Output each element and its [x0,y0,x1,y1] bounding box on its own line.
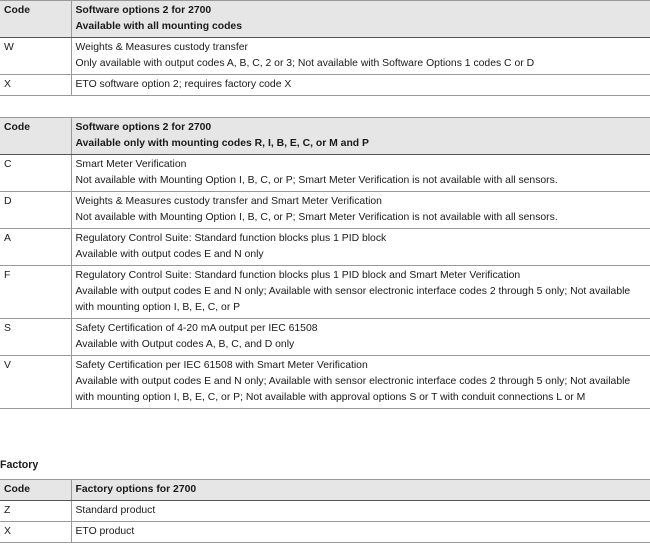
option-name: Weights & Measures custody transfer [75,42,248,53]
table-row [0,38,650,75]
table-subtitle: Available with all mounting codes [75,21,242,32]
option-description [71,38,650,75]
option-restriction: Available with output codes E and N only; Available with sensor electronic interface codes 2 through 5 only; Not available with mounting option I, B, E, C, or P; Not available with approval options S or T with conduit connections L or M [75,376,631,403]
factory-section-title: Factory [0,459,39,471]
option-description [71,356,650,409]
table-header-row [0,1,650,38]
option-description [71,522,650,543]
table-row [0,501,650,522]
option-name: ETO product [75,526,135,537]
option-code: S [0,319,71,356]
option-restriction: Available with output codes E and N only [75,249,264,260]
option-name: ETO software option 2; requires factory code X [75,79,292,90]
option-description [71,229,650,266]
table-row [0,319,650,356]
option-restriction: Not available with Mounting Option I, B, C, or P; Smart Meter Verification is not available with all sensors. [75,175,558,186]
option-code: X [0,522,71,543]
table-row [0,192,650,229]
option-description [71,319,650,356]
table-subtitle: Available only with mounting codes R, I, B, E, C, or M and P [75,138,369,149]
factory-options-table [0,479,650,543]
option-name: Regulatory Control Suite: Standard function blocks plus 1 PID block and Smart Meter Verification [75,270,521,281]
option-code: A [0,229,71,266]
option-name: Standard product [75,505,156,516]
option-name: Safety Certification per IEC 61508 with Smart Meter Verification [75,360,368,371]
option-code: V [0,356,71,409]
option-code: W [0,38,71,75]
table-title: Software options 2 for 2700 [75,5,212,16]
table-header-row [0,480,650,501]
option-description [71,155,650,192]
description-column-header [71,1,650,38]
option-restriction: Not available with Mounting Option I, B, C, or P; Smart Meter Verification is not available with all sensors. [75,212,558,223]
code-column-header: Code [0,480,71,501]
code-column-header: Code [0,118,71,155]
code-column-header: Code [0,1,71,38]
table-row [0,155,650,192]
option-description [71,75,650,96]
software-options-2-all-mounting-table [0,0,650,96]
option-code: D [0,192,71,229]
option-name: Regulatory Control Suite: Standard function blocks plus 1 PID block [75,233,387,244]
table-row [0,75,650,96]
option-code: X [0,75,71,96]
option-name: Safety Certification of 4-20 mA output per IEC 61508 [75,323,318,334]
option-description [71,266,650,319]
table-title: Factory options for 2700 [71,480,650,501]
option-restriction: Available with output codes E and N only; Available with sensor electronic interface codes 2 through 5 only; Not available with mounting option I, B, E, C, or P [75,286,631,313]
option-name: Smart Meter Verification [75,159,187,170]
option-code: Z [0,501,71,522]
table-row [0,266,650,319]
table-row [0,229,650,266]
software-options-2-restricted-mounting-table [0,117,650,409]
table-row [0,356,650,409]
option-name: Weights & Measures custody transfer and Smart Meter Verification [75,196,382,207]
option-code: F [0,266,71,319]
table-header-row [0,118,650,155]
option-description [71,501,650,522]
table-row [0,522,650,543]
option-restriction: Available with Output codes A, B, C, and D only [75,339,295,350]
option-code: C [0,155,71,192]
table-title: Software options 2 for 2700 [75,122,212,133]
option-description [71,192,650,229]
description-column-header [71,118,650,155]
option-restriction: Only available with output codes A, B, C, 2 or 3; Not available with Software Options 1 codes C or D [75,58,535,69]
